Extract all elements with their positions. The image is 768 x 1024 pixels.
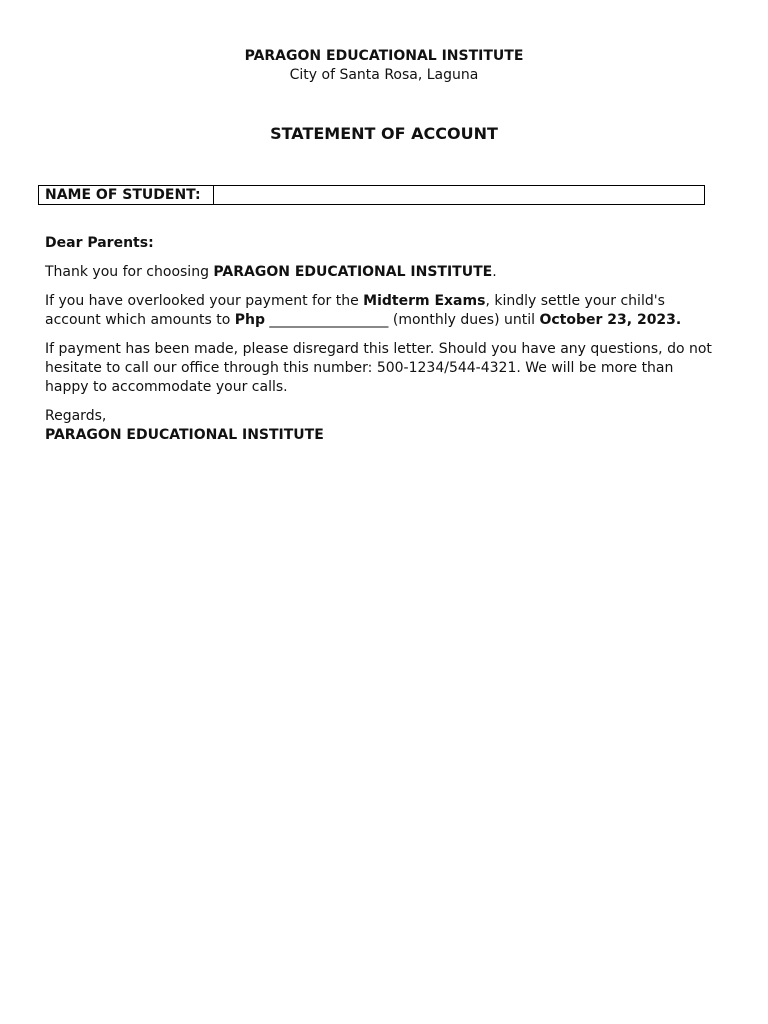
student-name-label: NAME OF STUDENT: xyxy=(39,186,214,204)
signature: PARAGON EDUCATIONAL INSTITUTE xyxy=(45,427,324,443)
student-name-field[interactable] xyxy=(214,186,704,204)
paragraph-disregard: If payment has been made, please disregard this letter. Should you have any questions, do not hesitate to call our office through this number: 500-1234/544-4321. We will be more than happy to accommodate your calls. xyxy=(45,341,712,395)
p1-period: . xyxy=(492,264,497,280)
p1-text: Thank you for choosing xyxy=(45,264,214,280)
school-name: PARAGON EDUCATIONAL INSTITUTE xyxy=(244,48,524,64)
closing-block xyxy=(45,407,715,445)
document-title: STATEMENT OF ACCOUNT xyxy=(270,124,498,143)
student-name-row xyxy=(38,185,705,205)
p2-currency: Php xyxy=(234,312,265,328)
p2-due-date: October 23, 2023. xyxy=(539,312,682,328)
paragraph-payment xyxy=(45,292,715,330)
school-address: City of Santa Rosa, Laguna xyxy=(289,67,479,83)
p2-amount-blank: _________________ (monthly dues) until xyxy=(264,312,540,328)
letterhead xyxy=(0,47,768,85)
p2-text-start: If you have overlooked your payment for the xyxy=(45,293,364,309)
p2-text-mid: , kindly settle your child's account which amounts to xyxy=(45,293,665,328)
paragraph-thank-you xyxy=(45,263,715,282)
p2-exam-name: Midterm Exams xyxy=(363,293,486,309)
letter-body xyxy=(45,234,715,445)
closing: Regards, xyxy=(45,408,107,424)
p1-school-name: PARAGON EDUCATIONAL INSTITUTE xyxy=(213,264,493,280)
salutation: Dear Parents: xyxy=(45,235,154,251)
